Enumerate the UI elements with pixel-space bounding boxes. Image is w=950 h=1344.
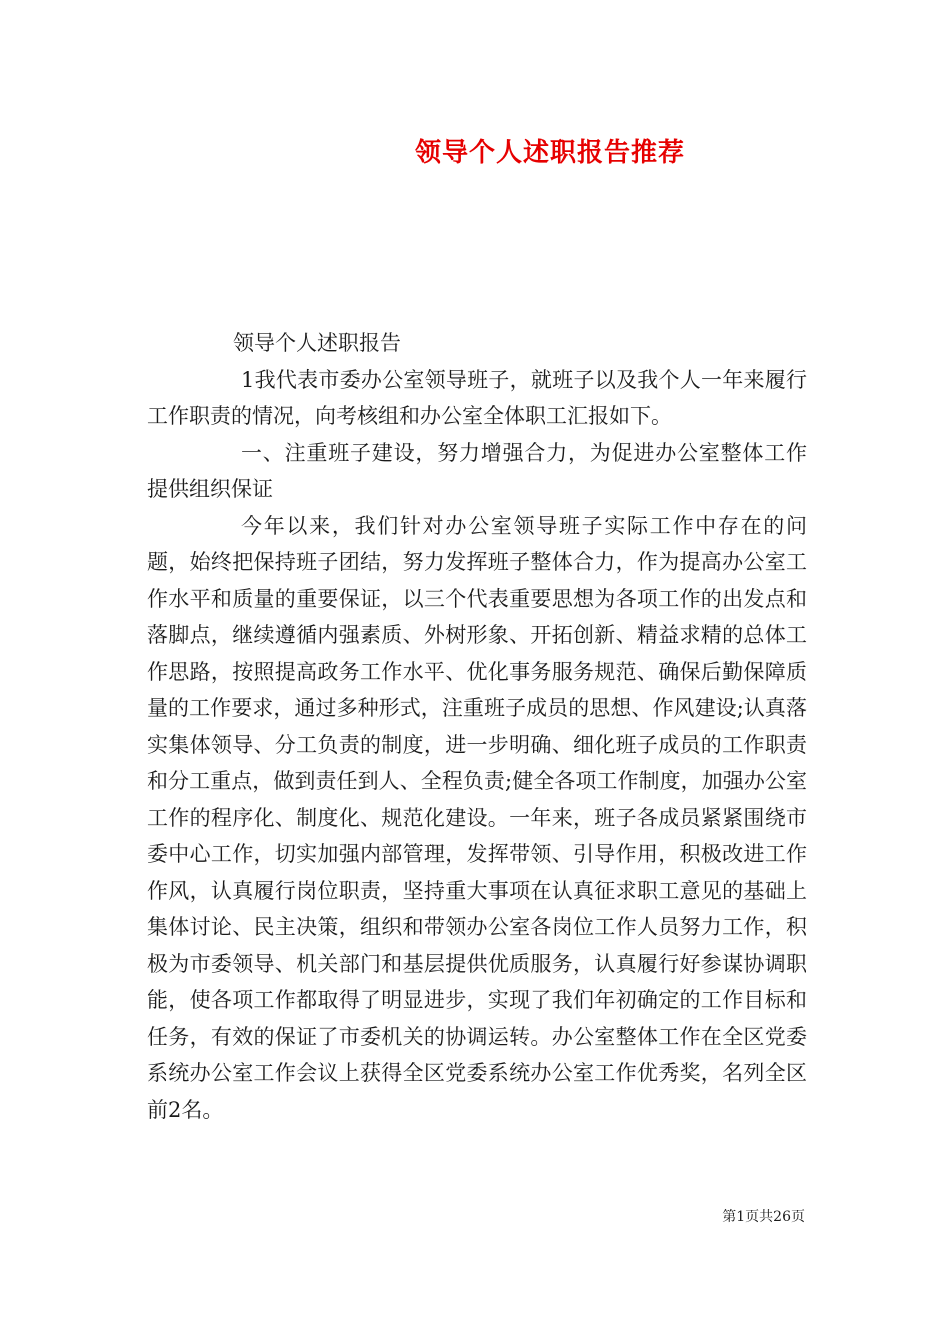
document-body [147,325,807,1128]
document-subtitle: 领导个人述职报告 [233,331,401,355]
intro-paragraph: 1我代表市委办公室领导班子，就班子以及我个人一年来履行工作职责的情况，向考核组和办公室全体职工汇报如下。 [147,367,807,428]
section-heading: 一、注重班子建设，努力增强合力，为促进办公室整体工作提供组织保证 [147,440,807,501]
section-body-paragraph: 今年以来，我们针对办公室领导班子实际工作中存在的问题，始终把保持班子团结，努力发挥班子整体合力，作为提高办公室工作水平和质量的重要保证，以三个代表重要思想为各项工作的出发点和落脚点，继续遵循内强素质、外树形象、开拓创新、精益求精的总体工作思路，按照提高政务工作水平、优化事务服务规范、确保后勤保障质量的工作要求，通过多种形式，注重班子成员的思想、作风建设;认真落实集体领导、分工负责的制度，进一步明确、细化班子成员的工作职责和分工重点，做到责任到人、全程负责;健全各项工作制度，加强办公室工作的程序化、制度化、规范化建设。一年来，班子各成员紧紧围绕市委中心工作，切实加强内部管理，发挥带领、引导作用，积极改进工作作风，认真履行岗位职责，坚持重大事项在认真征求职工意见的基础上集体讨论、民主决策，组织和带领办公室各岗位工作人员努力工作，积极为市委领导、机关部门和基层提供优质服务，认真履行好参谋协调职能，使各项工作都取得了明显进步，实现了我们年初确定的工作目标和任务，有效的保证了市委机关的协调运转。办公室整体工作在全区党委系统办公室工作会议上获得全区党委系统办公室工作优秀奖，名列全区前2名。 [147,513,807,1122]
document-title: 领导个人述职报告推荐 [414,138,685,168]
page-indicator: 第1页共26页 [722,1209,805,1225]
